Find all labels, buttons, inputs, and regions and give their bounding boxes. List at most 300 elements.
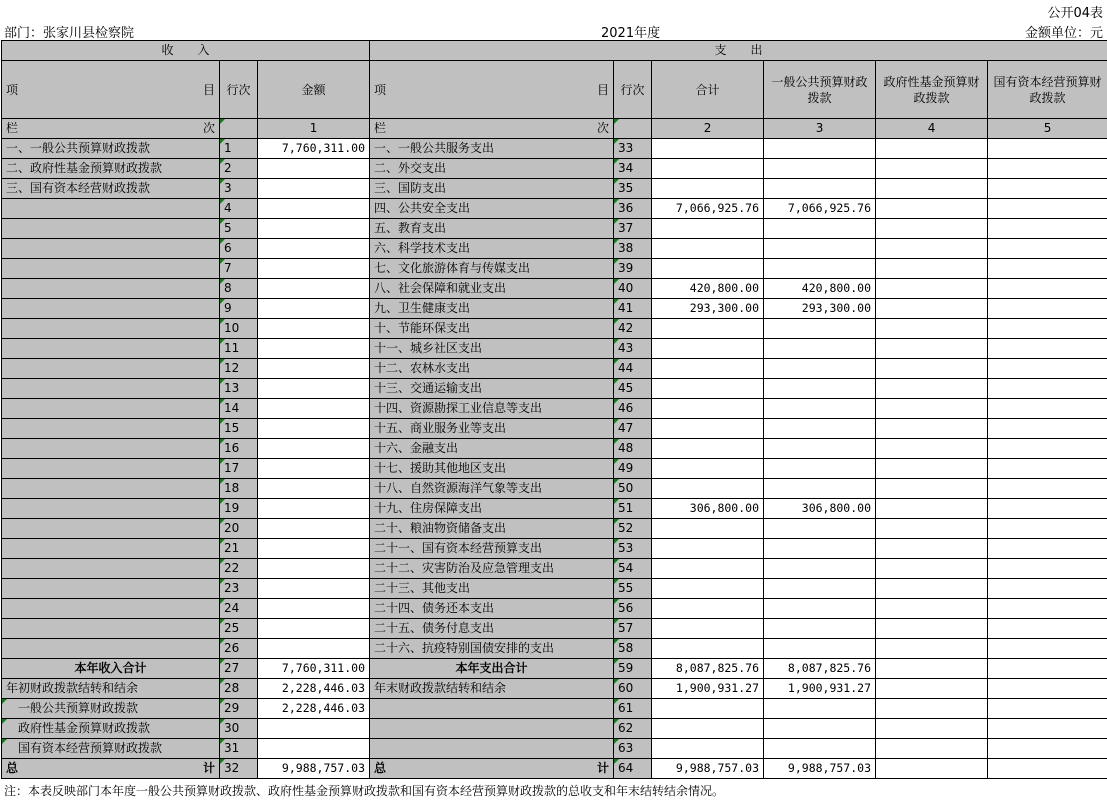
income-row-no: 2 — [220, 159, 258, 179]
expense-sub2-general — [764, 719, 876, 739]
expense-total — [652, 419, 764, 439]
expense-state — [988, 179, 1107, 199]
income-amount — [258, 639, 370, 659]
income-row-no: 17 — [220, 459, 258, 479]
expense-col-blank — [614, 119, 652, 139]
table-row — [2, 599, 1107, 619]
expense-state — [988, 319, 1107, 339]
expense-general — [764, 619, 876, 639]
income-total-no: 27 — [220, 659, 258, 679]
income-amount — [258, 179, 370, 199]
expense-sub2-no: 62 — [614, 719, 652, 739]
expense-total — [652, 479, 764, 499]
expense-item: 十七、援助其他地区支出 — [370, 459, 614, 479]
table-row — [2, 239, 1107, 259]
expense-general — [764, 639, 876, 659]
expense-total — [652, 599, 764, 619]
income-carry-label: 年初财政拨款结转和结余 — [2, 679, 220, 699]
income-item — [2, 319, 220, 339]
income-item — [2, 639, 220, 659]
expense-state — [988, 199, 1107, 219]
expense-fund — [876, 359, 988, 379]
expense-total-no: 59 — [614, 659, 652, 679]
expense-row-no: 42 — [614, 319, 652, 339]
income-header: 收 入 — [2, 41, 370, 61]
expense-total-label: 本年支出合计 — [370, 659, 614, 679]
table-row — [2, 259, 1107, 279]
expense-grand-state — [988, 759, 1107, 779]
expense-carry-fund — [876, 679, 988, 699]
expense-fund — [876, 139, 988, 159]
expense-item: 二十三、其他支出 — [370, 579, 614, 599]
table-row — [2, 399, 1107, 419]
income-item — [2, 459, 220, 479]
table-row — [2, 419, 1107, 439]
income-total-label: 本年收入合计 — [2, 659, 220, 679]
expense-general — [764, 459, 876, 479]
expense-fund — [876, 559, 988, 579]
income-amount — [258, 579, 370, 599]
expense-total — [652, 559, 764, 579]
expense-fund — [876, 319, 988, 339]
income-row-no: 7 — [220, 259, 258, 279]
expense-item: 十五、商业服务业等支出 — [370, 419, 614, 439]
expense-fund — [876, 539, 988, 559]
table-row — [2, 619, 1107, 639]
expense-sub1-state — [988, 699, 1107, 719]
income-row-no: 1 — [220, 139, 258, 159]
expense-total — [652, 399, 764, 419]
expense-row-no: 53 — [614, 539, 652, 559]
expense-total — [652, 319, 764, 339]
table-row — [2, 579, 1107, 599]
expense-general — [764, 599, 876, 619]
expense-fund — [876, 219, 988, 239]
expense-item: 二、外交支出 — [370, 159, 614, 179]
income-item — [2, 279, 220, 299]
expense-fund — [876, 299, 988, 319]
income-amount — [258, 259, 370, 279]
expense-sub1-general — [764, 699, 876, 719]
table-row — [2, 339, 1107, 359]
table-row — [2, 379, 1107, 399]
expense-item: 五、教育支出 — [370, 219, 614, 239]
expense-item: 十、节能环保支出 — [370, 319, 614, 339]
income-amount — [258, 619, 370, 639]
table-row — [2, 179, 1107, 199]
expense-col-label: 栏 次 — [370, 119, 614, 139]
income-item — [2, 559, 220, 579]
expense-state — [988, 239, 1107, 259]
income-amount — [258, 439, 370, 459]
expense-state — [988, 499, 1107, 519]
table-row — [2, 279, 1107, 299]
col-number-4: 4 — [876, 119, 988, 139]
expense-row-no: 50 — [614, 479, 652, 499]
expense-row-no: 46 — [614, 399, 652, 419]
expense-item: 二十五、债务付息支出 — [370, 619, 614, 639]
expense-total: 420,800.00 — [652, 279, 764, 299]
income-amount — [258, 539, 370, 559]
fund-budget-header: 政府性基金预算财政拨款 — [876, 61, 988, 119]
footnote: 注：本表反映部门本年度一般公共预算财政拨款、政府性基金预算财政拨款和国有资本经营预算财政拨款的总收支和年末结转结余情况。 — [4, 784, 725, 798]
table-row — [2, 539, 1107, 559]
expense-state — [988, 639, 1107, 659]
expense-item: 一、一般公共服务支出 — [370, 139, 614, 159]
income-sub1-label: 一般公共预算财政拨款 — [2, 699, 220, 719]
expense-state — [988, 359, 1107, 379]
expense-general: 306,800.00 — [764, 499, 876, 519]
col-number-1: 1 — [258, 119, 370, 139]
expense-row-no: 38 — [614, 239, 652, 259]
income-amount — [258, 319, 370, 339]
income-row-no: 4 — [220, 199, 258, 219]
expense-general — [764, 539, 876, 559]
expense-state — [988, 539, 1107, 559]
expense-fund — [876, 259, 988, 279]
expense-state — [988, 399, 1107, 419]
expense-item: 二十六、抗疫特别国债安排的支出 — [370, 639, 614, 659]
income-sub3-no: 31 — [220, 739, 258, 759]
expense-grand-label: 总 计 — [370, 759, 614, 779]
income-sub2-no: 30 — [220, 719, 258, 739]
expense-total — [652, 359, 764, 379]
expense-row-no: 44 — [614, 359, 652, 379]
table-row — [2, 139, 1107, 159]
income-row-no: 11 — [220, 339, 258, 359]
expense-total — [652, 619, 764, 639]
income-amount — [258, 479, 370, 499]
expense-row-no: 48 — [614, 439, 652, 459]
income-row-no: 6 — [220, 239, 258, 259]
expense-total-state — [988, 659, 1107, 679]
expense-total — [652, 219, 764, 239]
income-row-no: 16 — [220, 439, 258, 459]
expense-fund — [876, 279, 988, 299]
expense-item: 十九、住房保障支出 — [370, 499, 614, 519]
expense-general: 293,300.00 — [764, 299, 876, 319]
income-col-label: 栏 次 — [2, 119, 220, 139]
general-budget-header: 一般公共预算财政拨款 — [764, 61, 876, 119]
table-row — [2, 219, 1107, 239]
income-amount — [258, 599, 370, 619]
income-sub1-amount: 2,228,446.03 — [258, 699, 370, 719]
expense-fund — [876, 339, 988, 359]
expense-state — [988, 439, 1107, 459]
expense-row-no: 54 — [614, 559, 652, 579]
income-row-no: 24 — [220, 599, 258, 619]
expense-state — [988, 379, 1107, 399]
fiscal-year: 2021年度 — [601, 26, 661, 41]
income-item: 一、一般公共预算财政拨款 — [2, 139, 220, 159]
expense-total — [652, 579, 764, 599]
expense-row-no: 35 — [614, 179, 652, 199]
expense-state — [988, 479, 1107, 499]
expense-general: 420,800.00 — [764, 279, 876, 299]
income-row-no: 9 — [220, 299, 258, 319]
expense-row-no-header: 行次 — [614, 61, 652, 119]
expense-item: 十六、金融支出 — [370, 439, 614, 459]
expense-general: 7,066,925.76 — [764, 199, 876, 219]
income-item — [2, 379, 220, 399]
table-row — [2, 479, 1107, 499]
expense-sub1-label — [370, 699, 614, 719]
expense-row-no: 36 — [614, 199, 652, 219]
table-row — [2, 459, 1107, 479]
expense-state — [988, 579, 1107, 599]
income-row-no: 13 — [220, 379, 258, 399]
income-sub3-label: 国有资本经营预算财政拨款 — [2, 739, 220, 759]
expense-total-sum: 8,087,825.76 — [652, 659, 764, 679]
income-row-no: 12 — [220, 359, 258, 379]
expense-fund — [876, 239, 988, 259]
income-carry-amount: 2,228,446.03 — [258, 679, 370, 699]
expense-total — [652, 519, 764, 539]
expense-fund — [876, 519, 988, 539]
form-number: 公开04表 — [1047, 6, 1103, 21]
fiscal-budget-table — [1, 40, 1107, 779]
expense-total-header: 合计 — [652, 61, 764, 119]
income-row-no: 5 — [220, 219, 258, 239]
expense-total — [652, 459, 764, 479]
expense-state — [988, 299, 1107, 319]
income-sub3-amount — [258, 739, 370, 759]
income-amount — [258, 459, 370, 479]
expense-item: 十四、资源勘探工业信息等支出 — [370, 399, 614, 419]
expense-header: 支 出 — [370, 41, 1107, 61]
expense-sub3-fund — [876, 739, 988, 759]
table-row — [2, 499, 1107, 519]
income-carry-no: 28 — [220, 679, 258, 699]
expense-sub1-fund — [876, 699, 988, 719]
expense-fund — [876, 599, 988, 619]
expense-total-general: 8,087,825.76 — [764, 659, 876, 679]
expense-total — [652, 139, 764, 159]
income-item — [2, 479, 220, 499]
expense-carry-sum: 1,900,931.27 — [652, 679, 764, 699]
expense-general — [764, 559, 876, 579]
currency-unit: 金额单位：元 — [1024, 26, 1103, 41]
expense-general — [764, 379, 876, 399]
expense-state — [988, 139, 1107, 159]
expense-row-no: 39 — [614, 259, 652, 279]
expense-sub1-no: 61 — [614, 699, 652, 719]
expense-general — [764, 399, 876, 419]
expense-row-no: 43 — [614, 339, 652, 359]
table-row — [2, 439, 1107, 459]
expense-general — [764, 179, 876, 199]
expense-grand-general: 9,988,757.03 — [764, 759, 876, 779]
table-row — [2, 559, 1107, 579]
expense-fund — [876, 459, 988, 479]
income-sub1-no: 29 — [220, 699, 258, 719]
expense-grand-no: 64 — [614, 759, 652, 779]
income-row-no: 19 — [220, 499, 258, 519]
expense-general — [764, 239, 876, 259]
expense-sub3-state — [988, 739, 1107, 759]
income-col-blank — [220, 119, 258, 139]
income-item — [2, 619, 220, 639]
expense-item: 十八、自然资源海洋气象等支出 — [370, 479, 614, 499]
department-label: 部门：张家川县检察院 — [4, 26, 135, 41]
expense-sub3-no: 63 — [614, 739, 652, 759]
expense-total — [652, 439, 764, 459]
income-row-no: 20 — [220, 519, 258, 539]
income-sub2-label: 政府性基金预算财政拨款 — [2, 719, 220, 739]
expense-item: 十二、农林水支出 — [370, 359, 614, 379]
income-grand-label: 总 计 — [2, 759, 220, 779]
expense-state — [988, 259, 1107, 279]
table-row — [2, 159, 1107, 179]
income-item — [2, 579, 220, 599]
income-amount — [258, 159, 370, 179]
income-amount — [258, 559, 370, 579]
income-row-no: 15 — [220, 419, 258, 439]
income-sub2-amount — [258, 719, 370, 739]
expense-sub3-sum — [652, 739, 764, 759]
income-amount: 7,760,311.00 — [258, 139, 370, 159]
expense-state — [988, 599, 1107, 619]
col-number-5: 5 — [988, 119, 1107, 139]
expense-fund — [876, 419, 988, 439]
expense-total — [652, 239, 764, 259]
expense-fund — [876, 639, 988, 659]
expense-row-no: 58 — [614, 639, 652, 659]
expense-grand-sum: 9,988,757.03 — [652, 759, 764, 779]
expense-state — [988, 339, 1107, 359]
table-row — [2, 359, 1107, 379]
expense-item: 六、科学技术支出 — [370, 239, 614, 259]
expense-row-no: 49 — [614, 459, 652, 479]
expense-state — [988, 159, 1107, 179]
income-amount — [258, 379, 370, 399]
expense-total — [652, 379, 764, 399]
expense-item: 七、文化旅游体育与传媒支出 — [370, 259, 614, 279]
expense-item: 二十一、国有资本经营预算支出 — [370, 539, 614, 559]
expense-item: 二十、粮油物资储备支出 — [370, 519, 614, 539]
expense-sub1-sum — [652, 699, 764, 719]
expense-general — [764, 259, 876, 279]
expense-state — [988, 459, 1107, 479]
table-row — [2, 319, 1107, 339]
income-item — [2, 259, 220, 279]
expense-state — [988, 619, 1107, 639]
expense-row-no: 47 — [614, 419, 652, 439]
income-row-no: 18 — [220, 479, 258, 499]
expense-grand-fund — [876, 759, 988, 779]
income-row-no: 26 — [220, 639, 258, 659]
income-amount — [258, 219, 370, 239]
expense-item: 十三、交通运输支出 — [370, 379, 614, 399]
expense-general — [764, 479, 876, 499]
income-row-no: 8 — [220, 279, 258, 299]
expense-row-no: 45 — [614, 379, 652, 399]
expense-item: 三、国防支出 — [370, 179, 614, 199]
income-grand-amount: 9,988,757.03 — [258, 759, 370, 779]
expense-state — [988, 559, 1107, 579]
expense-item: 八、社会保障和就业支出 — [370, 279, 614, 299]
income-item — [2, 299, 220, 319]
expense-fund — [876, 159, 988, 179]
income-item — [2, 599, 220, 619]
income-amount — [258, 519, 370, 539]
expense-row-no: 40 — [614, 279, 652, 299]
expense-general — [764, 519, 876, 539]
expense-row-no: 33 — [614, 139, 652, 159]
expense-carry-general: 1,900,931.27 — [764, 679, 876, 699]
table-row — [2, 639, 1107, 659]
expense-total — [652, 339, 764, 359]
expense-general — [764, 219, 876, 239]
income-row-no: 14 — [220, 399, 258, 419]
expense-fund — [876, 379, 988, 399]
expense-row-no: 57 — [614, 619, 652, 639]
expense-item: 二十二、灾害防治及应急管理支出 — [370, 559, 614, 579]
income-item — [2, 399, 220, 419]
expense-total — [652, 539, 764, 559]
expense-item-header: 项 目 — [370, 61, 614, 119]
income-amount — [258, 339, 370, 359]
income-amount — [258, 399, 370, 419]
expense-sub2-fund — [876, 719, 988, 739]
expense-fund — [876, 619, 988, 639]
income-item — [2, 239, 220, 259]
income-row-no: 25 — [220, 619, 258, 639]
income-amount — [258, 299, 370, 319]
expense-row-no: 41 — [614, 299, 652, 319]
income-row-no: 21 — [220, 539, 258, 559]
table-row — [2, 519, 1107, 539]
expense-sub2-state — [988, 719, 1107, 739]
expense-general — [764, 359, 876, 379]
expense-fund — [876, 199, 988, 219]
expense-state — [988, 219, 1107, 239]
expense-total — [652, 259, 764, 279]
income-item — [2, 339, 220, 359]
income-amount — [258, 199, 370, 219]
expense-fund — [876, 179, 988, 199]
state-capital-header: 国有资本经营预算财政拨款 — [988, 61, 1107, 119]
income-amount — [258, 499, 370, 519]
expense-sub3-general — [764, 739, 876, 759]
income-row-no-header: 行次 — [220, 61, 258, 119]
income-total-amount: 7,760,311.00 — [258, 659, 370, 679]
expense-sub2-sum — [652, 719, 764, 739]
expense-state — [988, 279, 1107, 299]
income-row-no: 23 — [220, 579, 258, 599]
expense-carry-state — [988, 679, 1107, 699]
expense-total — [652, 639, 764, 659]
expense-general — [764, 159, 876, 179]
expense-general — [764, 439, 876, 459]
income-row-no: 10 — [220, 319, 258, 339]
income-item: 三、国有资本经营财政拨款 — [2, 179, 220, 199]
expense-general — [764, 579, 876, 599]
expense-item: 四、公共安全支出 — [370, 199, 614, 219]
income-grand-no: 32 — [220, 759, 258, 779]
expense-item: 二十四、债务还本支出 — [370, 599, 614, 619]
expense-general — [764, 139, 876, 159]
expense-general — [764, 319, 876, 339]
income-item — [2, 199, 220, 219]
expense-total: 306,800.00 — [652, 499, 764, 519]
expense-item: 九、卫生健康支出 — [370, 299, 614, 319]
expense-total — [652, 159, 764, 179]
expense-fund — [876, 399, 988, 419]
expense-fund — [876, 499, 988, 519]
income-item — [2, 499, 220, 519]
expense-fund — [876, 479, 988, 499]
